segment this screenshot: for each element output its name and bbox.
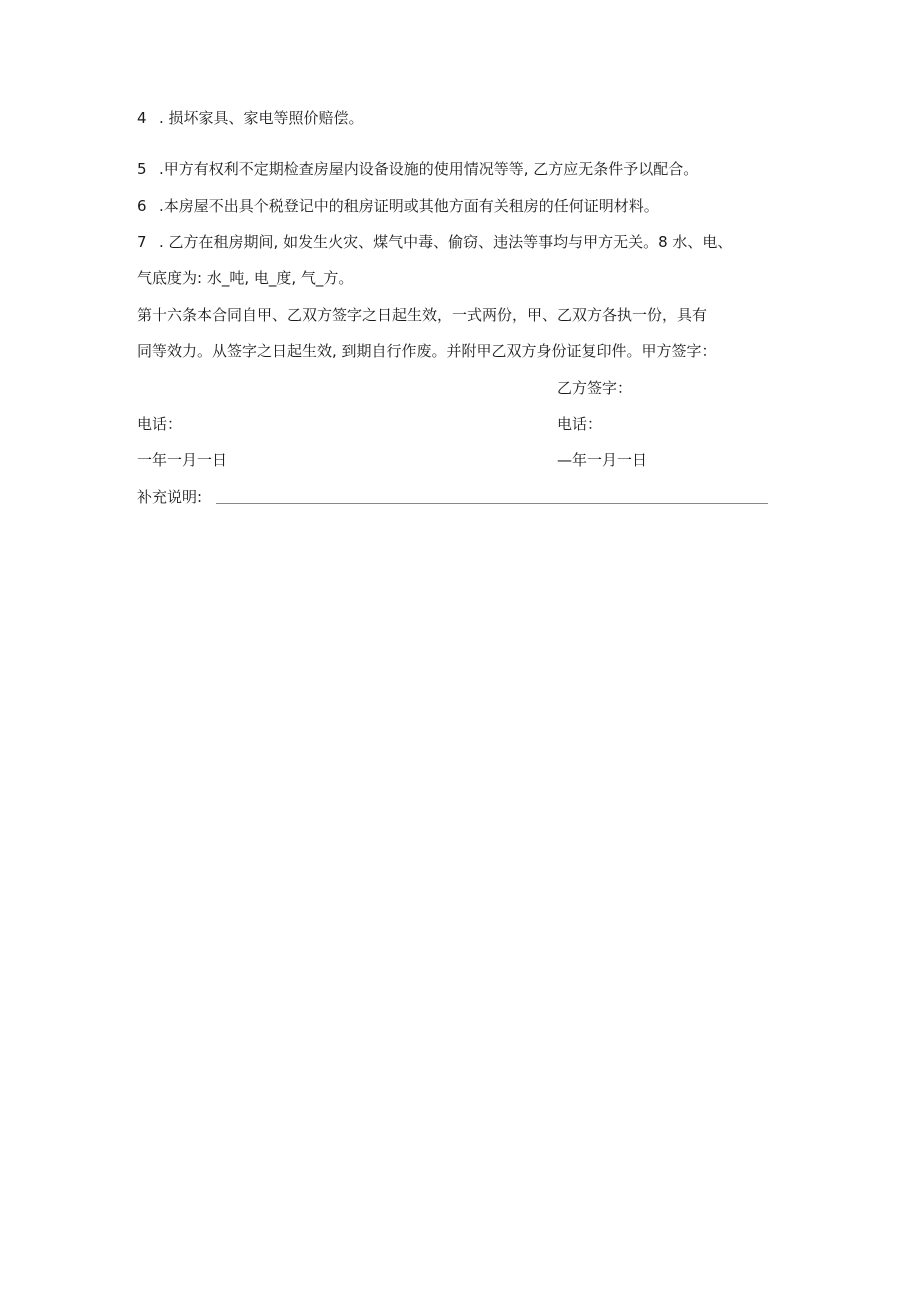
clause-item-4 <box>137 108 364 128</box>
clause-number: 7 <box>137 233 147 251</box>
clause-number: 5 <box>137 160 147 178</box>
article-16-line-1: 第十六条本合同自甲、乙双方签字之日起生效，一式两份，甲、乙双方各执一份，具有 <box>137 306 708 324</box>
clause-text: . 乙方在租房期间, 如发生火灾、煤气中毒、偷窃、违法等事均与甲方无关。8 水、电、 <box>159 233 733 251</box>
clause-item-6 <box>137 196 659 216</box>
clause-text: .本房屋不出具个税登记中的租房证明或其他方面有关租房的任何证明材料。 <box>159 197 659 215</box>
clause-number: 4 <box>137 109 147 127</box>
supplement-fill-line <box>216 503 768 504</box>
clause-item-7 <box>137 232 732 252</box>
supplement-label: 补充说明: <box>137 488 203 506</box>
clause-item-7-continued: 气底度为: 水_吨, 电_度, 气_方。 <box>137 269 354 287</box>
clause-text: . 损坏家具、家电等照价赔偿。 <box>159 109 364 127</box>
clause-item-5 <box>137 159 698 179</box>
party-b-phone-label: 电话： <box>557 415 603 433</box>
clause-number: 6 <box>137 197 147 215</box>
party-a-date: 一年一月一日 <box>137 451 228 469</box>
article-16-line-2: 同等效力。从签字之日起生效, 到期自行作废。并附甲乙双方身份证复印件。甲方签字： <box>137 342 717 360</box>
clause-text: .甲方有权利不定期检查房屋内设备设施的使用情况等等, 乙方应无条件予以配合。 <box>159 160 699 178</box>
party-b-date: —年一月一日 <box>557 451 648 469</box>
party-b-signature-label: 乙方签字： <box>557 379 633 397</box>
party-a-phone-label: 电话： <box>137 415 183 433</box>
